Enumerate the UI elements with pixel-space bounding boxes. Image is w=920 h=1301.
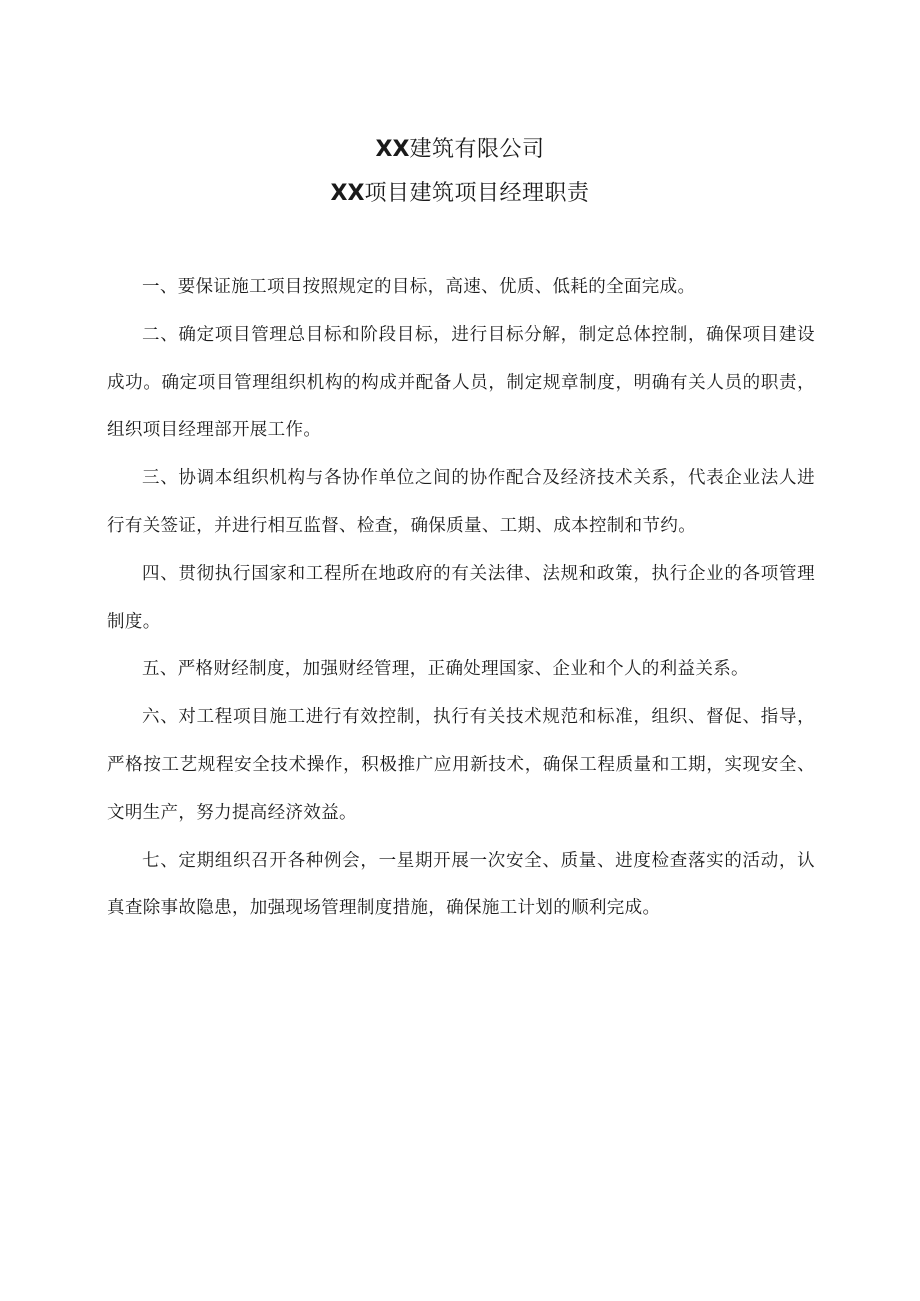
duty-paragraph-7: 七、定期组织召开各种例会，一星期开展一次安全、质量、进度检查落实的活动，认真查除事故隐患，加强现场管理制度措施，确保施工计划的顺利完成。 — [107, 850, 815, 919]
document-title-text: 项目建筑项目经理职责 — [364, 181, 590, 206]
duty-paragraph-6: 六、对工程项目施工进行有效控制，执行有关技术规范和标准，组织、督促、指导，严格按工艺规程安全技术操作，积极推广应用新技术，确保工程质量和工期，实现安全、文明生产，努力提高经济效益。 — [107, 707, 815, 823]
duty-paragraph-3: 三、协调本组织机构与各协作单位之间的协作配合及经济技术关系，代表企业法人进行有关签证，并进行相互监督、检查，确保质量、工期、成本控制和节约。 — [107, 468, 815, 536]
duty-paragraph-4: 四、贯彻执行国家和工程所在地政府的有关法律、法规和政策，执行企业的各项管理制度。 — [107, 563, 815, 632]
duty-paragraph-5: 五、严格财经制度，加强财经管理，正确处理国家、企业和个人的利益关系。 — [142, 659, 749, 680]
company-name — [0, 128, 920, 172]
duty-paragraph-1: 一、要保证施工项目按照规定的目标，高速、优质、低耗的全面完成。 — [142, 277, 696, 297]
document-title-prefix: XX — [330, 181, 365, 206]
company-name-prefix: XX — [375, 137, 410, 162]
document-title — [0, 172, 920, 216]
duty-paragraph-2: 二、确定项目管理总目标和阶段目标，进行目标分解，制定总体控制，确保项目建设成功。确定项目管理组织机构的构成并配备人员，制定规章制度，明确有关人员的职责，组织项目经理部开展工作。 — [107, 324, 815, 441]
title-block — [0, 128, 920, 216]
company-name-text: 建筑有限公司 — [409, 137, 545, 162]
duties-list — [107, 264, 815, 933]
